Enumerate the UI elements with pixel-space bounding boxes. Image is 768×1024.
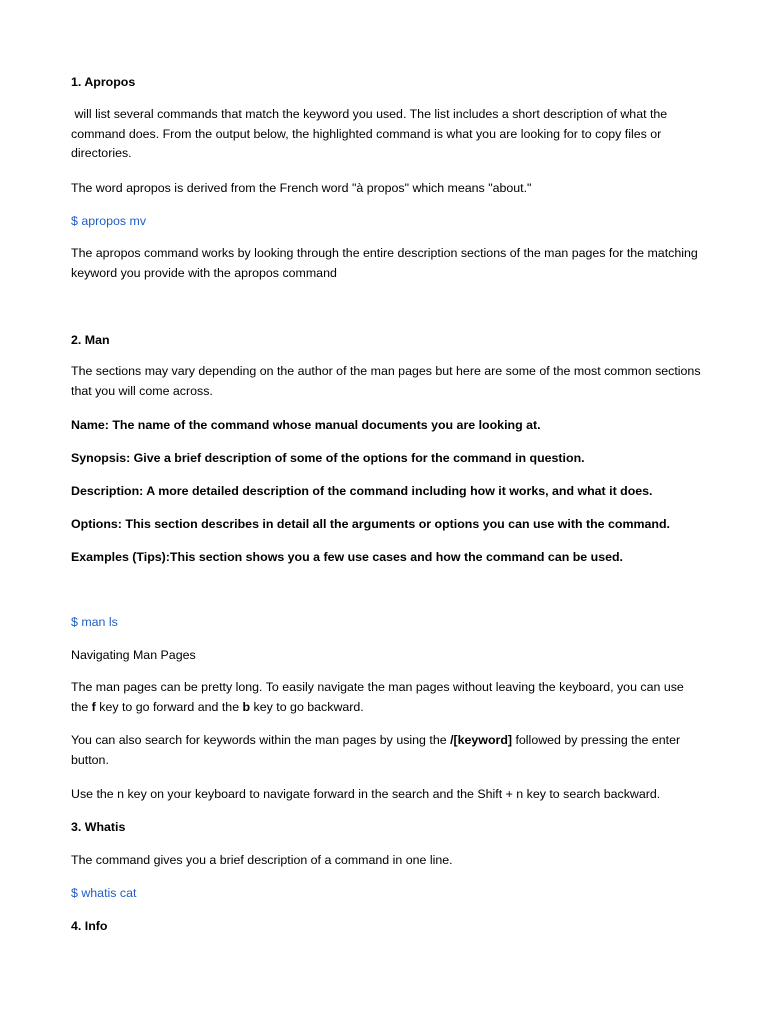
search-text-post: followed by pressing the enter button. — [71, 733, 681, 767]
whatis-command-example: $ whatis cat — [71, 886, 137, 900]
apropos-etymology: The word apropos is derived from the French word "à propos" which means "about." — [71, 181, 532, 195]
man-nkey-paragraph: Use the n key on your keyboard to navigate forward in the search and the Shift + n key to search backward. — [71, 787, 661, 801]
man-section-synopsis: Synopsis: Give a brief description of some of the options for the command in question. — [71, 451, 585, 465]
apropos-command-example: $ apropos mv — [71, 214, 147, 228]
man-section-options: Options: This section describes in detail all the arguments or options you can use with the command. — [71, 517, 670, 531]
man-sections-intro: The sections may vary depending on the author of the man pages but here are some of the most common sections that you will come across. — [71, 364, 701, 398]
section-heading-info: 4. Info — [71, 919, 108, 933]
search-keyword-syntax: /[keyword] — [450, 733, 513, 747]
whatis-description: The command gives you a brief description of a command in one line. — [71, 853, 453, 867]
search-text-pre: You can also search for keywords within the man pages by using the — [71, 733, 451, 747]
apropos-explanation: The apropos command works by looking through the entire description sections of the man pages for the matching keyword you provide with the apropos command — [71, 246, 698, 280]
nav-text-post: key to go backward. — [250, 699, 364, 714]
man-section-name: Name: The name of the command whose manual documents you are looking at. — [71, 418, 541, 432]
man-search-paragraph — [71, 731, 701, 770]
man-navigation-subheading: Navigating Man Pages — [71, 648, 196, 662]
nav-text-mid: key to go forward and the — [95, 699, 243, 714]
section-heading-apropos: 1. Apropos — [71, 75, 136, 89]
man-navigation-paragraph — [71, 678, 701, 717]
apropos-description: will list several commands that match the keyword you used. The list includes a short description of what the command does. From the output below, the highlighted command is what you are looking for to copy files or directories. — [71, 107, 671, 161]
forward-key: f — [91, 699, 96, 714]
backward-key: b — [242, 699, 251, 714]
man-section-description: Description: A more detailed description of the command including how it works, and what it does. — [71, 484, 653, 498]
section-heading-man: 2. Man — [71, 333, 110, 347]
man-section-examples: Examples (Tips):This section shows you a few use cases and how the command can be used. — [71, 550, 623, 564]
man-command-example: $ man ls — [71, 615, 118, 629]
nav-text-pre: The man pages can be pretty long. To easily navigate the man pages without leaving the keyboard, you can use the — [71, 680, 684, 714]
section-heading-whatis: 3. Whatis — [71, 820, 126, 834]
